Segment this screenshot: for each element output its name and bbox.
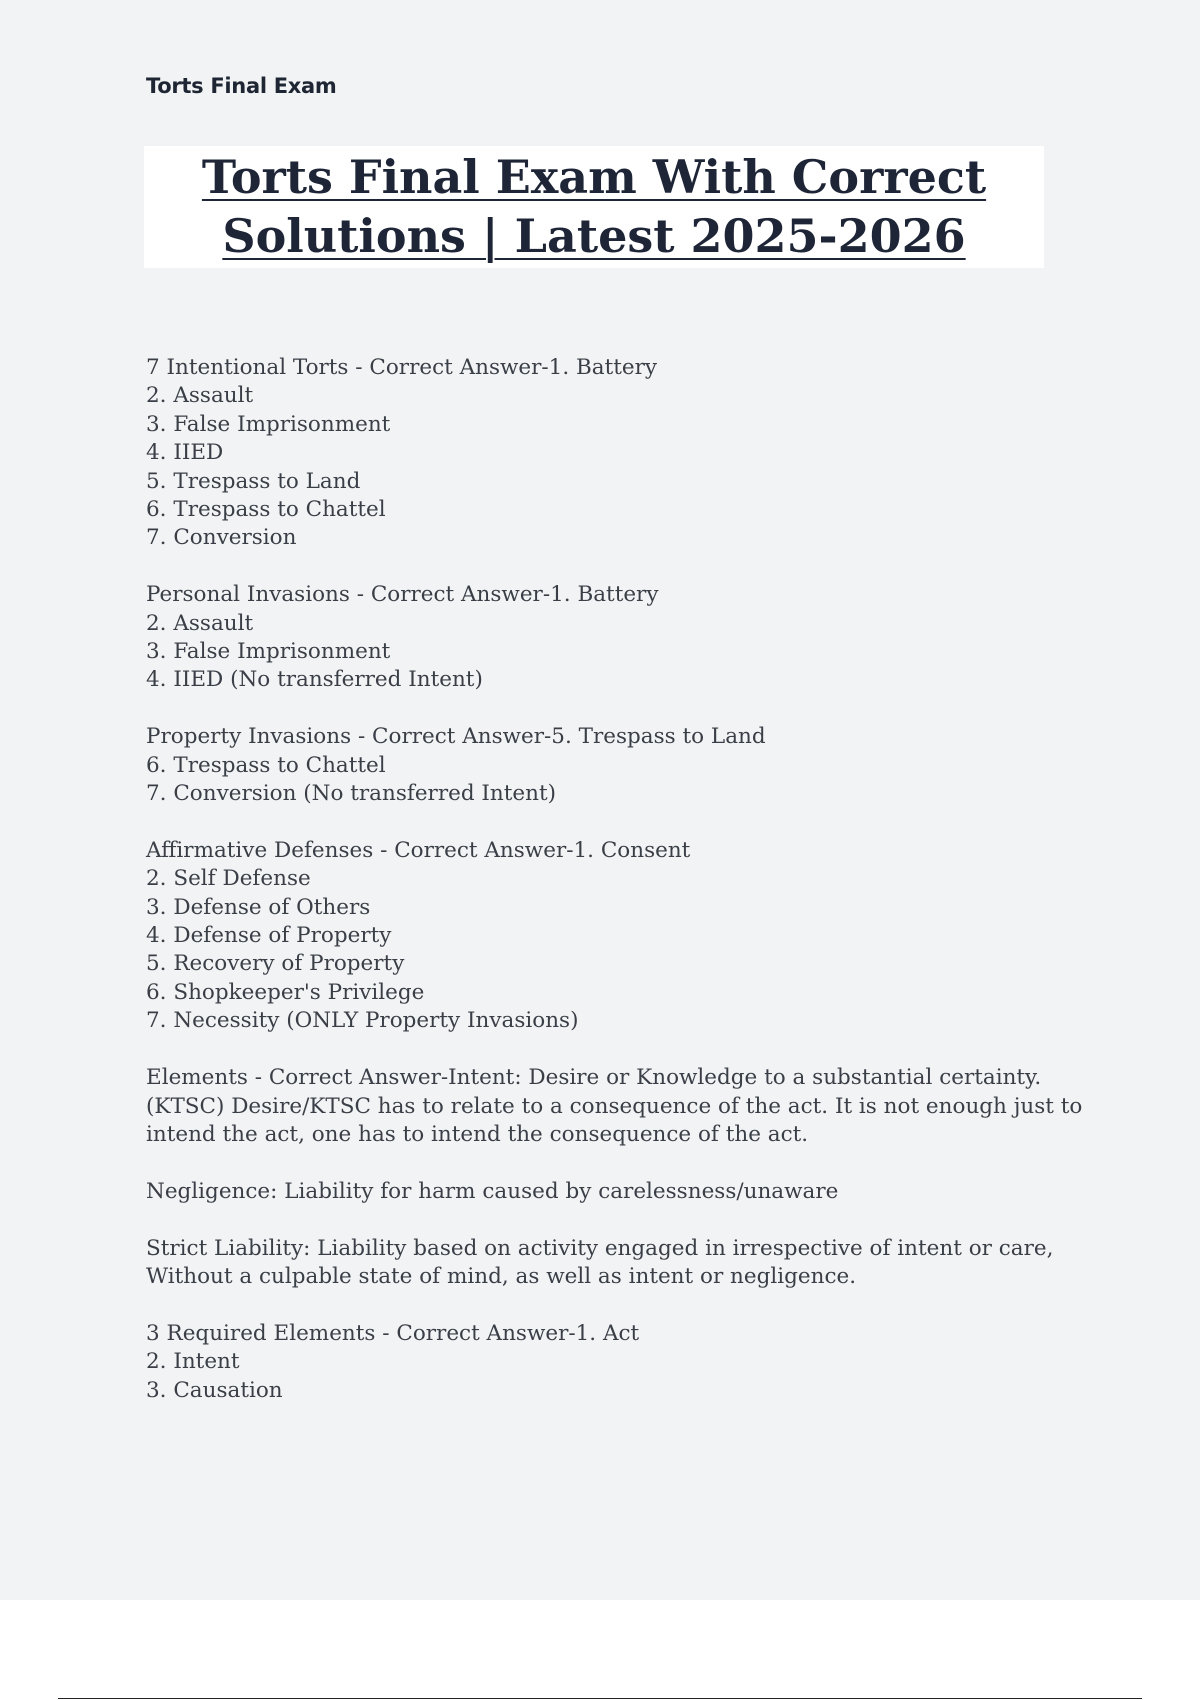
qa-entry — [146, 581, 1106, 695]
qa-answer-line: 7. Necessity (ONLY Property Invasions) — [146, 1008, 579, 1034]
qa-answer-line: 6. Shopkeeper's Privilege — [146, 979, 425, 1005]
footer-rule — [58, 1698, 1142, 1699]
qa-entry — [146, 1320, 1106, 1405]
qa-question-line: 3 Required Elements - Correct Answer-1. Act — [146, 1320, 640, 1346]
qa-entry — [146, 837, 1106, 1036]
qa-answer-line: 7. Conversion (No transferred Intent) — [146, 781, 557, 807]
qa-answer-line: 5. Trespass to Land — [146, 468, 361, 494]
qa-entry — [146, 354, 1106, 553]
qa-entry — [146, 1178, 1106, 1206]
qa-answer-line: 5. Recovery of Property — [146, 951, 405, 977]
qa-answer-line: 2. Assault — [146, 610, 254, 636]
qa-content — [146, 354, 1106, 1433]
qa-answer-line: 7. Conversion — [146, 525, 297, 551]
qa-answer-line: 2. Self Defense — [146, 866, 311, 892]
qa-answer-line: 3. False Imprisonment — [146, 639, 391, 665]
qa-question-line: 7 Intentional Torts - Correct Answer-1. Battery — [146, 355, 658, 380]
qa-answer-line: 6. Trespass to Chattel — [146, 497, 386, 523]
qa-answer-line: 4. Defense of Property — [146, 923, 392, 949]
qa-answer-line: 3. False Imprisonment — [146, 411, 391, 437]
qa-question-line: Property Invasions - Correct Answer-5. Trespass to Land — [146, 724, 766, 750]
qa-paragraph: Strict Liability: Liability based on activity engaged in irrespective of intent or care, Without a culpable state of mind, as well as intent or negligence. — [146, 1235, 1054, 1289]
qa-question-line: Personal Invasions - Correct Answer-1. Battery — [146, 582, 659, 608]
qa-entry — [146, 723, 1106, 808]
qa-answer-line: 2. Intent — [146, 1349, 240, 1375]
qa-answer-line: 3. Defense of Others — [146, 894, 371, 920]
qa-answer-line: 6. Trespass to Chattel — [146, 752, 386, 778]
document-title: Torts Final Exam With Correct Solutions | Latest 2025-2026 — [201, 150, 987, 263]
qa-answer-line: 3. Causation — [146, 1377, 283, 1403]
title-box — [144, 146, 1044, 268]
qa-paragraph: Negligence: Liability for harm caused by carelessness/unaware — [146, 1178, 839, 1204]
qa-entry — [146, 1235, 1106, 1292]
qa-paragraph: Elements - Correct Answer-Intent: Desire or Knowledge to a substantial certainty. (KTSC) Desire/KTSC has to relate to a consequence of the act. It is not enough just to intend the act, one has to intend the consequence of the act. — [146, 1065, 1083, 1147]
qa-question-line: Affirmative Defenses - Correct Answer-1. Consent — [146, 837, 691, 863]
running-header: Torts Final Exam — [146, 74, 337, 98]
qa-answer-line: 2. Assault — [146, 383, 254, 409]
qa-answer-line: 4. IIED — [146, 440, 224, 466]
qa-answer-line: 4. IIED (No transferred Intent) — [146, 667, 483, 693]
qa-entry — [146, 1064, 1106, 1149]
